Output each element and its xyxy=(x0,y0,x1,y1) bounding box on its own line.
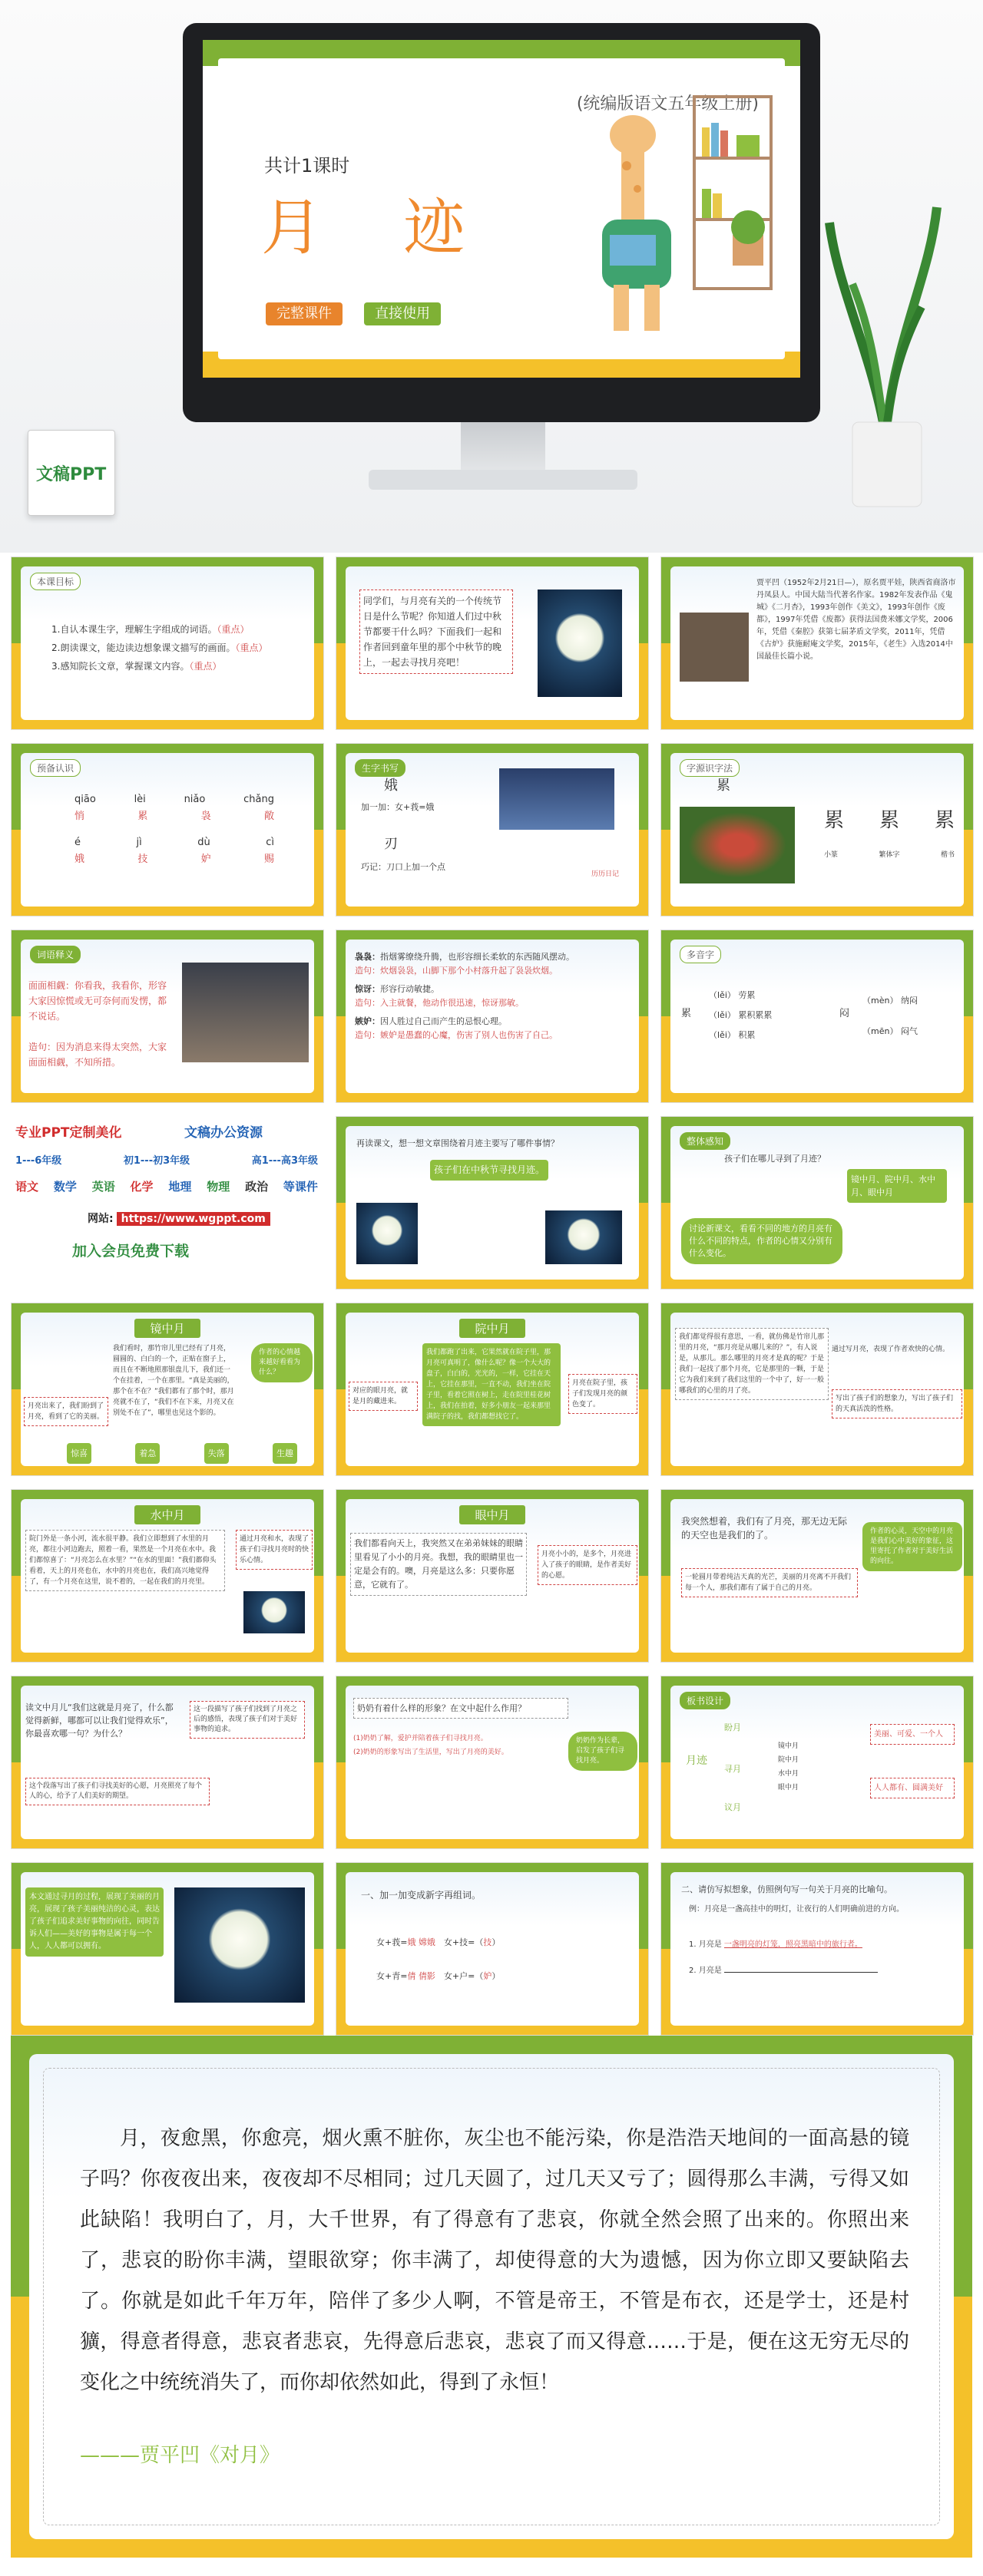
reflect-text: 我突然想着，我们有了月亮，那无边无际的天空也是我们的了。 xyxy=(681,1516,848,1541)
character-lei: 累 xyxy=(717,778,730,794)
right-note: 通过月亮和水，表现了孩子们寻找月亮时的快乐心情。 xyxy=(236,1530,313,1570)
glyph-labels: 小篆 繁体字 楷书 xyxy=(824,851,955,859)
grandma-answers: (1)奶奶了解，爱护并陪着孩子们寻找月亮。 (2)奶奶的形象写出了生活里，写出了月亮的美好。 xyxy=(353,1735,508,1756)
poly-lei-readings: （lěi） 劳累 （lěi） 累积累累 （lěi） 积累 xyxy=(709,990,773,1040)
ad-url-row: 网站: https://www.wgppt.com xyxy=(88,1213,270,1226)
monitor xyxy=(183,23,820,422)
change-e-image xyxy=(499,768,614,830)
reflect-note-2: 写出了孩子们的想象力，写出了孩子们的天真活泼的性格。 xyxy=(832,1389,962,1418)
character-ren: 刃 xyxy=(384,836,398,852)
section-text: 我们都跑了出来，它果然就在院子里，那月亮可真明了，像什么呢？像一个大大的盘子，白白的，光光的，一样，它挂在天上，它挂在那里，一直不动，我们坐在院子里，看着它照在树上，走在院里桂花树上，我们在拍着，好多小朋友一起来那里满院子的找，我们都想找它了。 xyxy=(422,1343,561,1426)
quote-text: 月，夜愈黑，你愈亮，烟火熏不脏你，灰尘也不能污染，你是浩浩天地间的一面高悬的镜子吗？你夜夜出来，夜夜却不尽相同；过几天圆了，过几天又亏了；圆得那么丰满，亏得又如此缺陷！我明白了，月，大千世界，有了得意有了悲哀，你就全然会照了出来的。你照出来了，悲哀的盼你丰满，望眼欲穿；你丰满了，却使得意的大为遗憾，因为你立即又要缺陷去了。你就是如此千年万年，陪伴了多少人啊，不管是帝王，不管是布衣，还是学士，还是村獷，得意者得意，悲哀者悲哀，先得意后悲哀，悲哀了而又得意……于是，便在这无穷无尽的变化之中统统消失了，而你却依然如此，得到了永恒！ xyxy=(80,2127,909,2394)
section-text: 我们都看向天上，我突然又在弟弟妹妹的眼睛里看见了小小的月亮。我想，我的眼睛里也一定是会有的。噢，月亮是这么多：只要你愿意，它就有了。 xyxy=(350,1533,527,1596)
ad-grades: 1---6年级 初1---初3年级 高1---高3年级 xyxy=(15,1155,318,1167)
slide-overview[interactable] xyxy=(660,1116,974,1290)
caption: 历历日记 xyxy=(591,870,620,878)
ad-brand: 文稿办公资源 xyxy=(184,1125,263,1141)
ad-line1: 专业PPT定制美化 xyxy=(15,1125,122,1141)
slide-tag: 生字书写 xyxy=(355,759,405,777)
quote-panel xyxy=(11,2036,972,2558)
summary-text: 本文通过寻月的过程，展现了美丽的月亮，展现了孩子美丽纯洁的心灵，表达了孩子们追求美好事物的向往，同时告诉人们——美好的事物是属于每一个人，人人都可以拥有。 xyxy=(25,1887,164,1957)
ad-join: 加入会员免费下载 xyxy=(72,1243,190,1260)
moon-image-b xyxy=(545,1210,622,1264)
poly-char-men: 闷 xyxy=(839,1008,850,1019)
exercise-title: 二、请仿写拟想象，仿照例句写一句关于月亮的比喻句。 xyxy=(681,1884,892,1894)
slide-yard-moon[interactable] xyxy=(336,1303,649,1476)
direct-use-button[interactable]: 直接使用 xyxy=(364,302,441,325)
monitor-base xyxy=(369,470,637,490)
pinyin-table: qiāo lèi niǎo chǎng 悄 累 袅 敞 é jì dù cì 娥 技 妒 赐 xyxy=(74,794,274,865)
right-note: 月亮在院子里，孩子们发现月亮的颜色变了。 xyxy=(568,1374,637,1414)
slide-discuss[interactable] xyxy=(11,1676,324,1849)
reflect-note-1: 一轮圆月带着纯洁天真的光芒，美丽的月亮离不开我们每一个人，那我们都有了属于自己的月亮。 xyxy=(681,1568,858,1597)
discuss-note-2: 这个段落写出了孩子们寻找美好的心愿，月亮照亮了每个人的心，给予了人们美好的期望。 xyxy=(25,1778,210,1805)
slide-summary[interactable] xyxy=(11,1862,324,2036)
section-text: 院门外是一条小河，流水很平静。我们立即想到了水里的月亮，都往小河边跑去，照着一看，果然是一个月亮在水中。我们都惊喜了：“月亮怎么在水里？”“在水的里面！”我们都仰头看着，天上的月亮也在，水中的月亮也在，我们高兴地觉得了，有一个月亮在这里，说不着的，一起在我们的月亮里。 xyxy=(25,1530,225,1591)
giraffe-illustration xyxy=(576,89,779,350)
slide-question-main[interactable] xyxy=(336,1116,649,1290)
slide-objectives[interactable] xyxy=(11,556,324,730)
slide-writing[interactable] xyxy=(336,743,649,916)
slide-reflect-1[interactable] xyxy=(660,1303,974,1476)
exercise-answer-2: 2. 月亮是 xyxy=(689,1964,950,1977)
slide-intro[interactable] xyxy=(336,556,649,730)
moon-image-a xyxy=(356,1203,418,1264)
vocab-list: 袅袅：指烟雾缭绕升腾，也形容细长柔软的东西随风摆动。 造句：炊烟袅袅，山脚下那个小村落升起了袅袅炊烟。 惊讶：形容行动敏捷。 造句：入主就餐，他动作很迅速，惊讶那敏。 嫉妒：因人胜过自己而产生的忌恨心理。 造句：嫉妒是愚蠢的心魔，伤害了别人也伤害了自己。 xyxy=(355,952,574,1040)
left-note: 月亮出来了，我们盼到了月亮，看到了它的美丽。 xyxy=(24,1397,108,1426)
board-box-2: 人人都有、圆满美好 xyxy=(870,1778,955,1798)
left-note: 对应的眼月亮，就是月的藏进来。 xyxy=(349,1382,418,1411)
monitor-stand xyxy=(461,422,545,476)
poly-char-lei: 累 xyxy=(681,1008,692,1019)
objective-list: 1.自认本课生字，理解生字组成的词语。（重点） 2.朗读课文，能边读边想象课文描写的画面。（重点） 3.感知院长文章，掌握课文内容。（重点） xyxy=(51,624,268,672)
hero-mockup xyxy=(0,0,983,553)
section-text: 我们看时，那竹帘儿里已经有了月亮，圆圆的、白白的一个，正贴在窗子上，而且在不断地照那银盘儿下，我们还一个在挂着，一个在那里。“真是美丽的，那个在不在？”我们都有了那个时，那月亮就不在了，“我们不在下来，月亮又在别处不在了”，哪里也见这个影的。 xyxy=(113,1345,234,1417)
grandma-question: 奶奶有着什么样的形象？在文中起什么作用？ xyxy=(353,1698,568,1719)
ad-subjects: 语文 数学 英语 化学 地理 物理 政治 等课件 xyxy=(15,1180,318,1194)
board-branches: 镜中月 院中月 水中月 眼中月 xyxy=(778,1742,799,1792)
moon-night-image xyxy=(538,590,622,697)
board-stage-2: 寻月 xyxy=(724,1764,741,1774)
answer-box: 孩子们在中秋节寻找月迹。 xyxy=(430,1160,548,1181)
grandma-bubble: 奶奶作为长辈，启发了孩子们寻找月亮。 xyxy=(568,1732,637,1771)
vocab-meaning: 面面相觑：你看我，我看你，形容大家因惊慌或无可奈何而发愣，都不说话。 xyxy=(28,980,167,1022)
edition-label: (统编版语文五年级上册) xyxy=(576,94,759,114)
formula-ren: 巧记：刀口上加一个点 xyxy=(361,862,445,872)
lesson-count: 共计1课时 xyxy=(264,155,350,177)
slide-reflect-2[interactable] xyxy=(660,1489,974,1663)
board-root: 月迹 xyxy=(686,1755,707,1767)
section-title: 水中月 xyxy=(134,1505,200,1524)
places-box: 镜中月、院中月、水中月、眼中月 xyxy=(847,1169,947,1203)
slide-polyphone[interactable] xyxy=(660,930,974,1103)
fruit-image xyxy=(680,807,795,883)
intro-text: 同学们，与月亮有关的一个传统节日是什么节呢？你知道人们过中秋节都要干什么吗？下面我们一起和作者回到童年里的那个中秋节的晚上，一起去寻找月亮吧！ xyxy=(359,590,513,674)
slide-vocab-1[interactable] xyxy=(11,930,324,1103)
quote-author: ———贾平凹《对月》 xyxy=(80,2444,280,2467)
monitor-screen xyxy=(203,40,800,378)
water-moon-image xyxy=(243,1591,305,1633)
slide-tag: 预备认识 xyxy=(30,759,81,777)
author-photo xyxy=(680,613,749,682)
discuss-text: 读文中月儿“我们这就是月亮了，什么都觉得新鲜，哪都可以让我们觉得欢乐”，你最喜欢哪一句？为什么？ xyxy=(25,1702,174,1739)
slide-tag: 词语释义 xyxy=(30,946,81,963)
complete-courseware-button[interactable]: 完整课件 xyxy=(266,302,343,325)
poly-men-readings: （mèn） 纳闷 （mēn） 闷气 xyxy=(862,996,918,1036)
desk-calendar xyxy=(28,430,115,516)
board-stage-1: 盼月 xyxy=(724,1722,741,1732)
ad-banner[interactable] xyxy=(11,1116,323,1288)
slide-board[interactable] xyxy=(660,1676,974,1849)
vocab-example: 造句：因为消息来得太突然，大家面面相觑，不知所措。 xyxy=(28,1042,167,1068)
board-box-1: 美丽、可爱、一个人 xyxy=(870,1724,955,1745)
reflect-note-2: 作者的心灵，天空中的月亮是我们心中美好的象征，这里寄托了作者对于美好生活的向往。 xyxy=(862,1522,962,1571)
slide-grandma[interactable] xyxy=(336,1676,649,1849)
plant-illustration xyxy=(822,192,945,514)
slide-char-origin[interactable] xyxy=(660,743,974,916)
section-title: 眼中月 xyxy=(459,1505,525,1524)
section-title: 镜中月 xyxy=(134,1319,200,1338)
right-note: 月亮小小的，是多个，月亮进入了孩子的眼睛，是作者美好的心愿。 xyxy=(538,1545,637,1585)
slide-exercise-2[interactable] xyxy=(660,1862,974,2036)
character-e: 娥 xyxy=(384,778,398,794)
slide-new-words[interactable] xyxy=(11,743,324,916)
formula-e: 加一加：女+莪=娥 xyxy=(361,802,435,812)
slide-vocab-2[interactable] xyxy=(336,930,649,1103)
discuss-note-1: 这一段描写了孩子们找到了月亮之后的感悟，表现了孩子们对于美好事物的追求。 xyxy=(190,1701,305,1739)
glyph-row: 累 累 累 xyxy=(824,809,955,832)
reflect-text: 我们都觉得很有意思，一看，就仿佛是竹帘儿那里的月亮，“那月亮是从哪儿来的？”，有人说是，从那儿。那么哪里的月亮才是真的呢？于是我们一起找了那个月亮，它是那里的一颗，于是它为我们来到了我们这里的一个中了，好一一般哪我们的心里的月了亮。 xyxy=(675,1328,829,1400)
question-text: 再读课文，想一想文章围绕着月迹主要写了哪件事情？ xyxy=(356,1138,559,1148)
right-note: 作者的心情越来越好看看为什么？ xyxy=(251,1343,313,1382)
ad-url[interactable]: https://www.wgppt.com xyxy=(117,1212,270,1226)
exercise-answer-1: 1. 月亮是 一盏明亮的灯笼，照亮黑暗中的旅行者。 xyxy=(689,1940,862,1949)
slide-mirror-moon[interactable] xyxy=(11,1303,324,1476)
slide-exercise-1[interactable] xyxy=(336,1862,649,2036)
emotion-flow: 惊喜 着急 失落 生趣 xyxy=(67,1443,297,1464)
slide-tag: 板书设计 xyxy=(680,1692,730,1709)
screen-inner xyxy=(218,58,785,359)
slide-author[interactable] xyxy=(660,556,974,730)
section-title: 院中月 xyxy=(459,1319,525,1338)
slide-tag: 字源识字法 xyxy=(680,759,740,777)
board-stage-3: 议月 xyxy=(724,1802,741,1812)
author-bio: 贾平凹（1952年2月21日—），原名贾平娃，陕西省商洛市丹凤县人。中国大陆当代著名作家。1982年发表作品《鬼城》《二月杏》，1993年创作《美文》，1993年创作《废都》，1997年凭借《废都》获得法国费米娜文学奖，2006年，凭借《秦腔》获第七届茅盾文学奖，2011年，凭借《古炉》获施耐庵文学奖，2015年，《老生》入选2014中国最佳长篇小说。 xyxy=(756,579,956,661)
slide-tag: 整体感知 xyxy=(680,1132,730,1150)
overview-bubble: 讨论新课文，看看不同的地方的月亮有什么不同的特点，作者的心情又分别有什么变化。 xyxy=(681,1218,842,1264)
slide-tag: 本课目标 xyxy=(30,573,81,590)
players-photo xyxy=(182,963,309,1062)
exercise-title: 一、加一加变成新字再组词。 xyxy=(361,1890,482,1901)
slide-eye-moon[interactable] xyxy=(336,1489,649,1663)
main-title: 月 迹 xyxy=(261,192,496,263)
overview-question: 孩子们在哪儿寻到了月迹？ xyxy=(724,1154,826,1164)
reflect-note-1: 通过写月亮，表现了作者欢快的心情。 xyxy=(832,1346,950,1353)
slide-water-moon[interactable] xyxy=(11,1489,324,1663)
exercise-rows: 女+莪=娥 嫦娥 女+技=（技） 女+青=倩 倩影 女+户=（妒） xyxy=(376,1937,501,1981)
slide-tag: 多音字 xyxy=(680,946,721,963)
brand-logo: 文稿PPT xyxy=(36,465,107,484)
summary-moon-image xyxy=(174,1887,305,2003)
exercise-example: 例：月亮是一盏高挂中的明灯，让夜行的人们明确前进的方向。 xyxy=(689,1905,904,1914)
